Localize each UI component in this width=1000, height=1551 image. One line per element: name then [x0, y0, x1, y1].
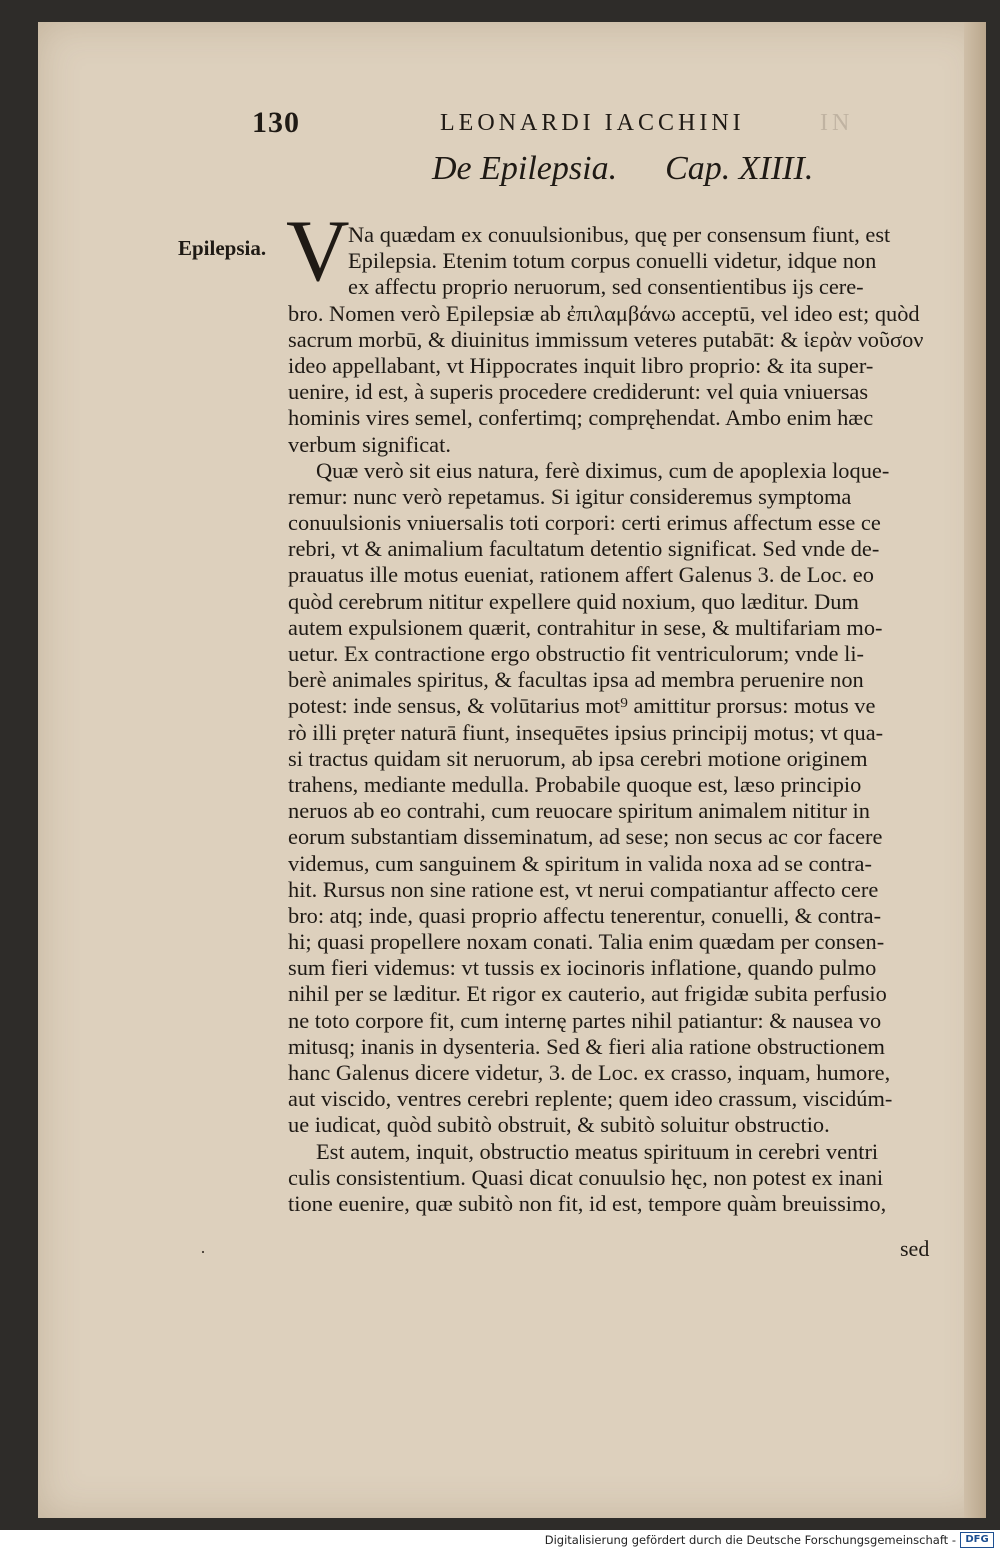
text-line: hominis vires semel, confertimq; compręhendat. Ambo enim hæc — [288, 405, 874, 431]
funding-credit: Digitalisierung gefördert durch die Deutsche Forschungsgemeinschaft - — [544, 1533, 956, 1547]
text-line: uetur. Ex contractione ergo obstructio fit ventriculorum; vnde li- — [288, 641, 864, 666]
text-line: culis consistentium. Quasi dicat conuulsio hęc, non potest ex inani — [288, 1164, 884, 1190]
margin-mark: · — [200, 1242, 206, 1262]
text-line: hi; quasi propellere noxam conati. Talia enim quædam per consen- — [288, 929, 885, 955]
text-line: eorum substantiam disseminatum, ad sese; non secus ac cor facere — [288, 824, 883, 850]
text-line: neruos ab eo contrahi, cum reuocare spiritum animalem nititur in — [288, 798, 870, 824]
text-line: autem expulsionem quærit, contrahitur in sese, & multifariam mo- — [288, 614, 883, 640]
drop-cap: V — [286, 203, 350, 300]
text-line: tione euenire, quæ subitò non fit, id est, tempore quàm breuissimo, — [288, 1190, 887, 1216]
text-line: Est autem, inquit, obstructio meatus spirituum in cerebri ventri — [316, 1138, 879, 1164]
text-line: ue iudicat, quòd subitò obstruit, & subitò soluitur obstructio. — [288, 1112, 830, 1138]
text-line: nihil per se læditur. Et rigor ex cauterio, aut frigidæ subita perfusio — [288, 981, 887, 1007]
text-line: bro. Nomen verò Epilepsiæ ab ἐπιλαμβάνω acceptū, vel ideo est; quòd — [288, 300, 920, 326]
text-line: rò illi pręter naturā fiunt, insequētes ipsius principij motus; vt qua- — [288, 719, 884, 745]
text-line: videmus, cum sanguinem & spiritum in valida noxa ad se contra- — [288, 850, 872, 876]
text-line: potest: inde sensus, & volūtarius mot⁹ amittitur prorsus: motus ve — [288, 693, 876, 719]
text-line: sum fieri videmus: vt tussis ex iocinoris inflatione, quando pulmo — [288, 955, 877, 981]
digitization-footer — [0, 1530, 1000, 1551]
running-head: LEONARDI IACCHINI — [440, 110, 745, 136]
catchword: sed — [900, 1236, 930, 1261]
text-line: ex affectu proprio neruorum, sed consentientibus ijs cere- — [348, 274, 864, 300]
text-line: quòd cerebrum nititur expellere quid noxium, quo læditur. Dum — [288, 588, 859, 614]
text-line: bro: atq; inde, quasi proprio affectu tenerentur, conuelli, & contra- — [288, 902, 882, 928]
chapter-number: Cap. XIIII. — [665, 150, 814, 187]
text-line: Epilepsia. Etenim totum corpus conuelli videtur, idque non — [348, 248, 877, 274]
text-line: aut viscido, ventres cerebri replente; quem ideo crassum, viscidúm- — [288, 1086, 893, 1112]
text-line: ne toto corpore fit, cum internę partes nihil patiantur: & nausea vo — [288, 1007, 882, 1033]
page-number: 130 — [252, 106, 300, 139]
text-line: berè animales spiritus, & facultas ipsa ad membra peruenire non — [288, 667, 864, 693]
chapter-title — [432, 150, 813, 188]
text-line: verbum significat. — [288, 431, 451, 457]
text-line: prauatus ille motus eueniat, rationem affert Galenus 3. de Loc. eo — [288, 562, 874, 588]
text-line: hit. Rursus non sine ratione est, vt nerui compatiantur affecto cere — [288, 876, 879, 902]
text-line: rebri, vt & animalium facultatum detentio significat. Sed vnde de- — [288, 536, 880, 562]
text-line: conuulsionis vniuersalis toti corpori: certi erimus affectum esse ce — [288, 510, 881, 536]
text-line: hanc Galenus dicere videtur, 3. de Loc. ex crasso, inquam, humore, — [288, 1060, 891, 1085]
margin-note: Epilepsia. — [178, 236, 267, 260]
text-line: Quæ verò sit eius natura, ferè diximus, cum de apoplexia loque- — [316, 457, 890, 483]
text-line: mitusq; inanis in dysenteria. Sed & fieri alia ratione obstructionem — [288, 1033, 885, 1059]
text-line: sacrum morbū, & diuinitus immissum veteres putabāt: & ἱερὰν νοῦσον — [288, 326, 924, 352]
chapter-heading: De Epilepsia. — [432, 150, 618, 187]
text-line: Na quædam ex conuulsionibus, quę per consensum fiunt, est — [348, 222, 891, 247]
text-line: si tractus quidam sit neruorum, ab ipsa cerebri motione originem — [288, 745, 868, 771]
text-line: uenire, id est, à superis procedere crediderunt: vel quia vniuersas — [288, 379, 869, 405]
text-line: trahens, mediante medulla. Probabile quoque est, læso principio — [288, 771, 862, 797]
page-edge-shadow — [964, 22, 986, 1518]
text-line: remur: nunc verò repetamus. Si igitur consideremus symptoma — [288, 483, 852, 509]
text-line: ideo appellabant, vt Hippocrates inquit libro proprio: & ita super- — [288, 352, 874, 378]
page-header — [252, 106, 862, 140]
bleed-through-text: IN — [820, 110, 854, 136]
body-text — [288, 222, 952, 1217]
dfg-logo: DFG — [960, 1532, 994, 1548]
